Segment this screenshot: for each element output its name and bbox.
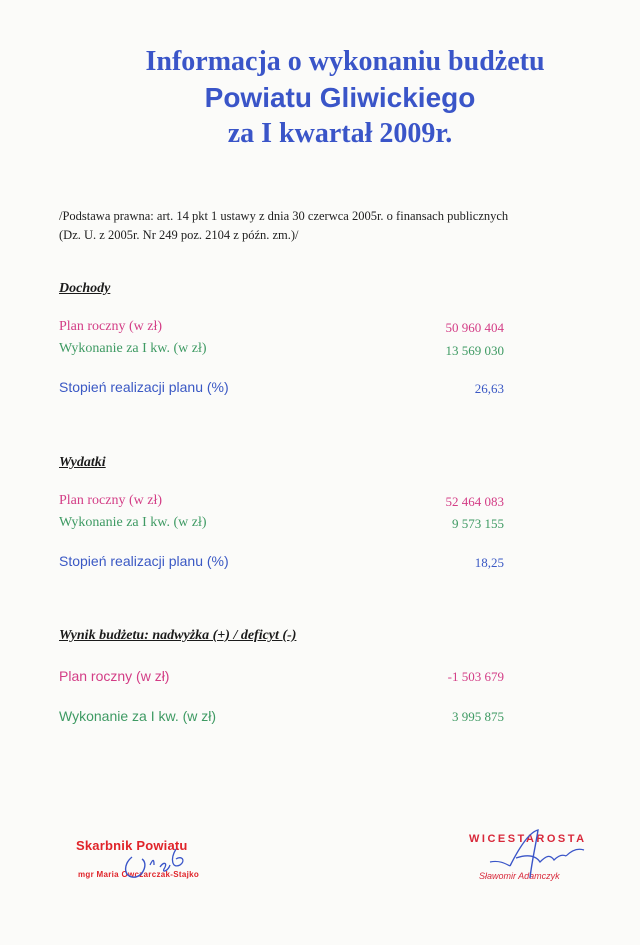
result-exec-value: 3 995 875 [452,709,504,724]
income-heading: Dochody [59,281,111,296]
treasurer-stamp-name: mgr Maria Owczarczak-Stajko [78,870,200,879]
income-exec-value: 13 569 030 [445,343,504,358]
title-line-3: za I kwartał 2009r. [227,118,453,149]
legal-basis [59,207,619,245]
expenses-rate-label: Stopień realizacji planu (%) [59,553,229,569]
expenses-heading: Wydatki [59,455,106,470]
expenses-plan-label: Plan roczny (w zł) [59,493,163,508]
result-plan-value: -1 503 679 [447,669,504,684]
legal-basis-line-2: (Dz. U. z 2005r. Nr 249 poz. 2104 z późn. zm.)/ [59,228,299,242]
income-exec-label: Wykonanie za I kw. (w zł) [59,341,207,356]
treasurer-stamp-title: Skarbnik Powiatu [76,838,188,853]
vice-starost-stamp-name: Sławomir Adamczyk [479,871,560,881]
result-heading: Wynik budżetu: nadwyżka (+) / deficyt (-) [59,628,297,643]
legal-basis-line-1: /Podstawa prawna: art. 14 pkt 1 ustawy z dnia 30 czerwca 2005r. o finansach publicznych [59,209,509,223]
result-plan-label: Plan roczny (w zł) [59,668,170,684]
title-line-1: Informacja o wykonaniu budżetu [145,46,545,77]
income-plan-value: 50 960 404 [445,320,504,335]
treasurer-signature [118,835,208,885]
expenses-exec-value: 9 573 155 [452,516,504,531]
vice-starost-signature [480,826,590,886]
income-plan-label: Plan roczny (w zł) [59,319,163,334]
document-title [0,44,640,152]
expenses-exec-label: Wykonanie za I kw. (w zł) [59,515,207,530]
result-exec-label: Wykonanie za I kw. (w zł) [59,708,217,724]
income-rate-label: Stopień realizacji planu (%) [59,379,229,395]
expenses-plan-value: 52 464 083 [445,494,504,509]
expenses-rate-value: 18,25 [474,555,504,570]
vice-starost-stamp-title: WICESTAROSTA [469,833,587,845]
title-line-2: Powiatu Gliwickiego [204,82,476,113]
income-rate-value: 26,63 [474,381,504,396]
